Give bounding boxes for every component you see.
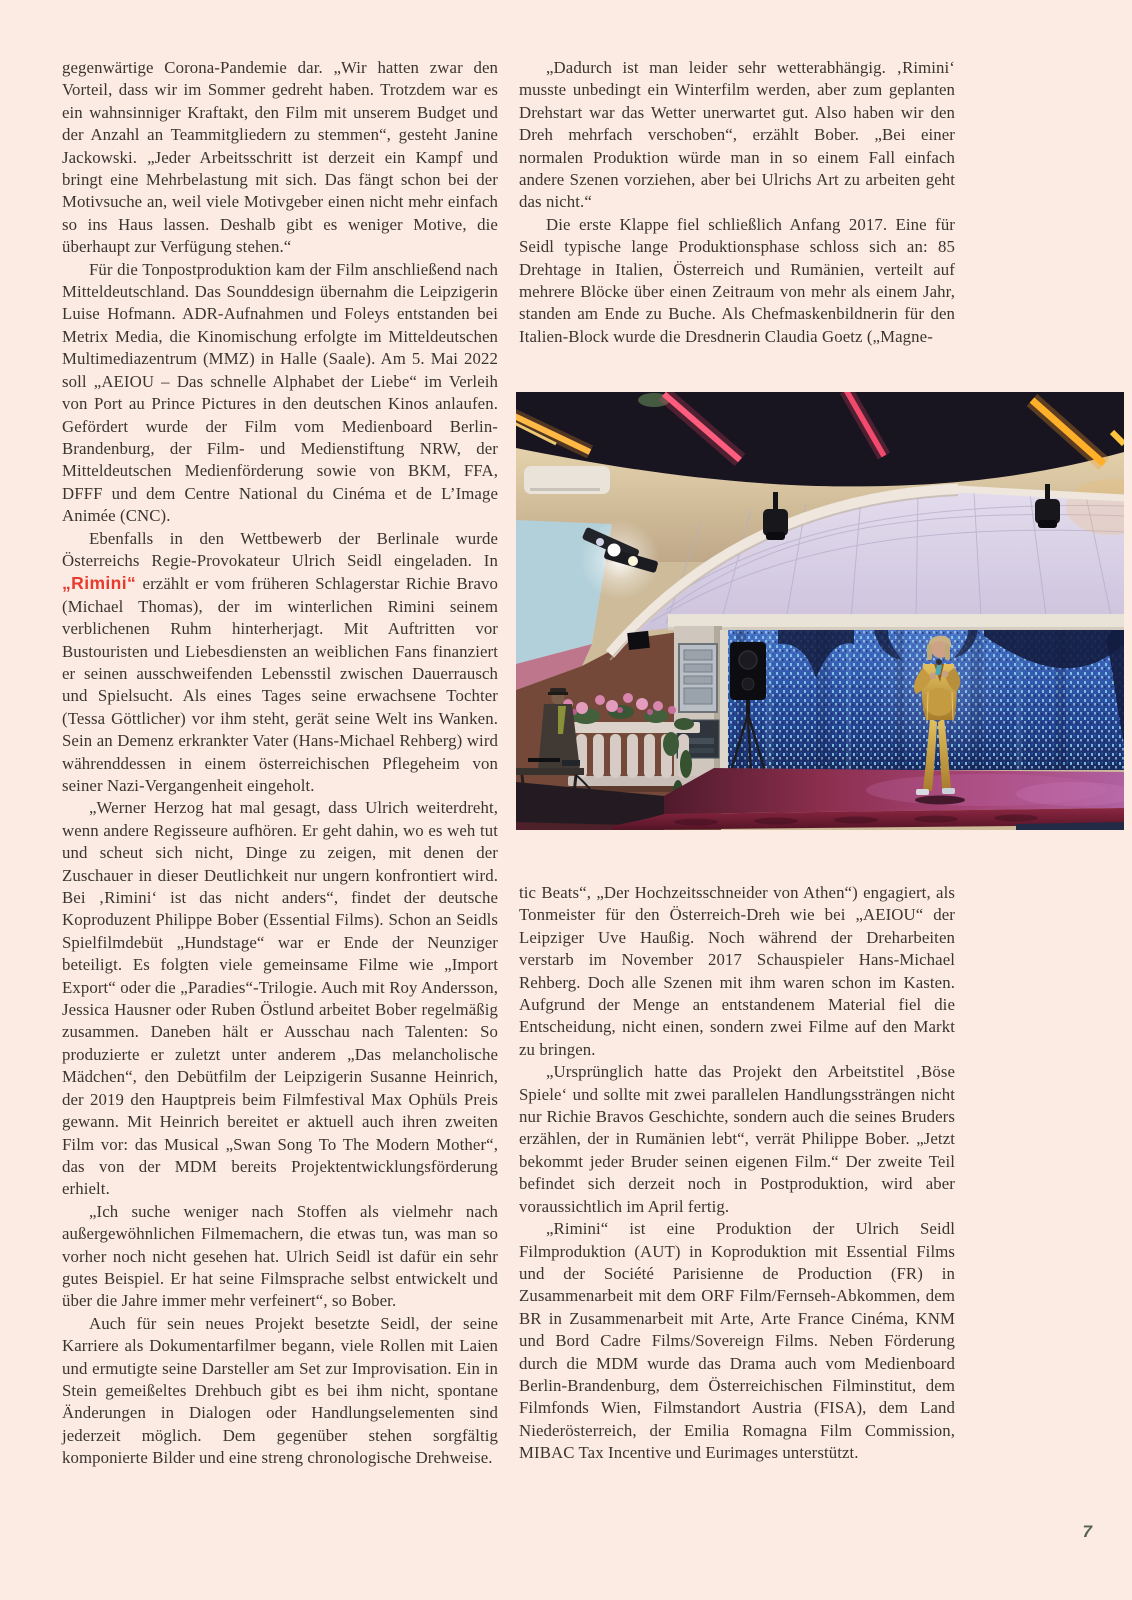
paragraph: „Werner Herzog hat mal gesagt, dass Ulrich weiterdreht, wenn andere Regisseure aufhören. Er geht dahin, wo es weh tut und scheut sich nicht, Dinge zu zeigen, mit denen der Zuschauer in dieser Deutlichkeit nur ungern konfrontiert wird. Bei ‚Rimini‘ ist das nicht anders“, findet der deutsche Koproduzent Philippe Bober (Essential Films). Schon an Seidls Spielfilmdebüt „Hundstage“ war er Ende der Neunziger beteiligt. Es folgten viele gemeinsame Filme wie „Import Export“ oder die „Paradies“-Trilogie. Auch mit Roy Andersson, Jessica Hausner oder Ruben Östlund arbeitet Bober regelmäßig zusammen. Daneben hält er Ausschau nach Talenten: So produzierte er zuletzt unter anderem „Das melancholische Mädchen“, den Debütfilm der Leipzigerin Susanne Heinrich, der 2019 den Hauptpreis beim Filmfestival Max Ophüls Preis gewann. Mit Heinrich bereitet er aktuell auch ihren zweiten Film vor: das Musical „Swan Song To The Modern Mother“, das von der MDM bereits Projektentwicklungsförderung erhielt. — [62, 798, 498, 1199]
stage-photo-illustration — [516, 392, 1124, 830]
paragraph: „Ich suche weniger nach Stoffen als vielmehr nach außergewöhnlichen Filmemachern, die etwas tun, was man so vorher noch nicht gesehen hat. Ulrich Seidl ist dafür ein sehr gutes Beispiel. Er hat seine Filmsprache selbst entwickelt und über die Jahre immer mehr verfeinert“, so Bober. — [62, 1201, 498, 1311]
film-title-accent: „Rimini“ — [62, 573, 137, 594]
paragraph: Auch für sein neues Projekt besetzte Seidl, der seine Karriere als Dokumentarfilmer begann, viele Rollen mit Laien und ermutigte seine Darsteller am Set zur Improvisation. Ein in Stein gemeißeltes Drehbuch gibt es bei ihm nicht, spontane Änderungen in Dialogen oder Handlungselementen sind jederzeit möglich. Dem gegenüber stehen sorgfältig komponierte Bilder und eine streng chronologische Drehweise. — [62, 1313, 498, 1468]
right-column-bottom — [519, 882, 955, 1465]
stage-photo — [516, 392, 1124, 830]
paragraph: „Ursprünglich hatte das Projekt den Arbeitstitel ‚Böse Spiele‘ und sollte mit zwei parallelen Handlungssträngen nicht nur Richie Bravos Geschichte, sondern auch die seines Bruders erzählen, der in Rumänien lebt“, verrät Philippe Bober. „Jetzt bekommt jeder Bruder seinen eigenen Film.“ Der zweite Teil befindet sich derzeit noch in Postproduktion, wird aber voraussichtlich im April fertig. — [519, 1062, 955, 1216]
stage-light-cluster — [580, 520, 660, 600]
left-column — [62, 57, 498, 1470]
page-number: 7 — [1082, 1522, 1092, 1541]
paragraph: Die erste Klappe fiel schließlich Anfang 2017. Eine für Seidl typische lange Produktionsphase schloss sich an: 85 Drehtage in Italien, Österreich und Rumänien, verteilt auf mehrere Blöcke über einen Zeitraum von mehr als einem Jahr, standen am Ende zu Buche. Als Chefmaskenbildnerin für den Italien-Block wurde die Dresdnerin Claudia Goetz („Magne- — [519, 214, 955, 346]
singer-shadow — [915, 796, 965, 805]
paragraph: gegenwärtige Corona-Pandemie dar. „Wir hatten zwar den Vorteil, dass wir im Sommer gedreht haben. Trotzdem war es ein wahnsinniger Kraftakt, den Film mit unserem Budget und der Anzahl an Teammitgliedern zu stemmen“, gesteht Janine Jackowski. „Jeder Arbeitsschritt ist derzeit ein Kampf und bringt eine Mehrbelastung mit sich. Das fängt schon bei der Motivsuche an, weil viele Motivgeber einen nicht mehr einfach so ins Haus lassen. Deshalb gibt es weniger Motive, die überhaupt zur Verfügung stehen.“ — [62, 58, 498, 257]
paragraph: Für die Tonpostproduktion kam der Film anschließend nach Mitteldeutschland. Das Sounddesign übernahm die Leipzigerin Luise Hofmann. ADR-Aufnahmen und Foleys entstanden bei Metrix Media, die Kinomischung erfolgte im Mitteldeutschen Multimediazentrum (MMZ) in Halle (Saale). Am 5. Mai 2022 soll „AEIOU – Das schnelle Alphabet der Liebe“ im Verleih von Port au Prince Pictures in den deutschen Kinos anlaufen. Gefördert wurde der Film vom Medienboard Berlin-Brandenburg, der Film- und Medienstiftung NRW, der Mitteldeutschen Medienförderung sowie von BKM, FFA, DFFF und dem Centre National du Cinéma et de L’Image Animée (CNC). — [62, 259, 498, 526]
paragraph: „Dadurch ist man leider sehr wetterabhängig. ‚Rimini‘ musste unbedingt ein Winterfilm werden, aber zum geplanten Drehstart war das Wetter unerwartet gut. Also haben wir den Dreh mehrfach verschoben“, erzählt Bober. „Bei einer normalen Produktion würde man in so einem Fall einfach andere Szenen vorziehen, aber bei Ulrichs Art zu arbeiten geht das nicht.“ — [519, 58, 955, 212]
paragraph: tic Beats“, „Der Hochzeitsschneider von Athen“) engagiert, als Tonmeister für den Österreich-Dreh wie bei „AEIOU“ der Leipziger Uve Haußig. Noch während der Dreharbeiten verstarb im November 2017 Schauspieler Hans-Michael Rehberg. Doch alle Szenen mit ihm waren schon im Kasten. Aufgrund der Menge an entstandenem Material fiel die Entscheidung, nicht einen, sondern zwei Filme auf den Markt zu bringen. — [519, 883, 955, 1059]
paragraph: Ebenfalls in den Wettbewerb der Berlinale wurde Österreichs Regie-Provokateur Ulrich Seidl eingeladen. In „Rimini“ erzählt er vom früheren Schlagerstar Richie Bravo (Michael Thomas), der im winterlichen Rimini seinem verblichenen Ruhm hinterherjagt. Mit Auftritten vor Bustouristen und Liebesdiensten an weiblichen Fans finanziert er seinen ausschweifenden Lebensstil zwischen Dauerrausch und Spielsucht. Als eines Tages seine erwachsene Tochter (Tessa Göttlicher) vor ihm steht, gerät seine Welt ins Wanken. Sein an Demenz erkrankter Vater (Hans-Michael Rehberg) wird währenddessen in einem österreichischen Pflegeheim von seiner Nazi-Vergangenheit eingeholt. — [62, 528, 498, 795]
right-column-top — [519, 57, 955, 348]
ac-unit — [524, 466, 610, 494]
wall-speaker — [627, 631, 650, 650]
paragraph: „Rimini“ ist eine Produktion der Ulrich Seidl Filmproduktion (AUT) in Koproduktion mit Essential Films und der Société Parisienne de Production (FR) in Zusammenarbeit mit dem ORF Film/Fernseh-Abkommen, dem BR in Zusammenarbeit mit Arte, Arte France Cinéma, KNM und Bord Cadre Films/Sovereign Films. Neben Förderung durch die MDM wurde das Drama auch vom Medienboard Berlin-Brandenburg, dem Österreichischen Filminstitut, dem Filmfonds Wien, Filmstandort Austria (FISA), dem Land Niederösterreich, der Emilia Romagna Film Commission, MIBAC Tax Incentive und Eurimages unterstützt. — [519, 1219, 955, 1463]
